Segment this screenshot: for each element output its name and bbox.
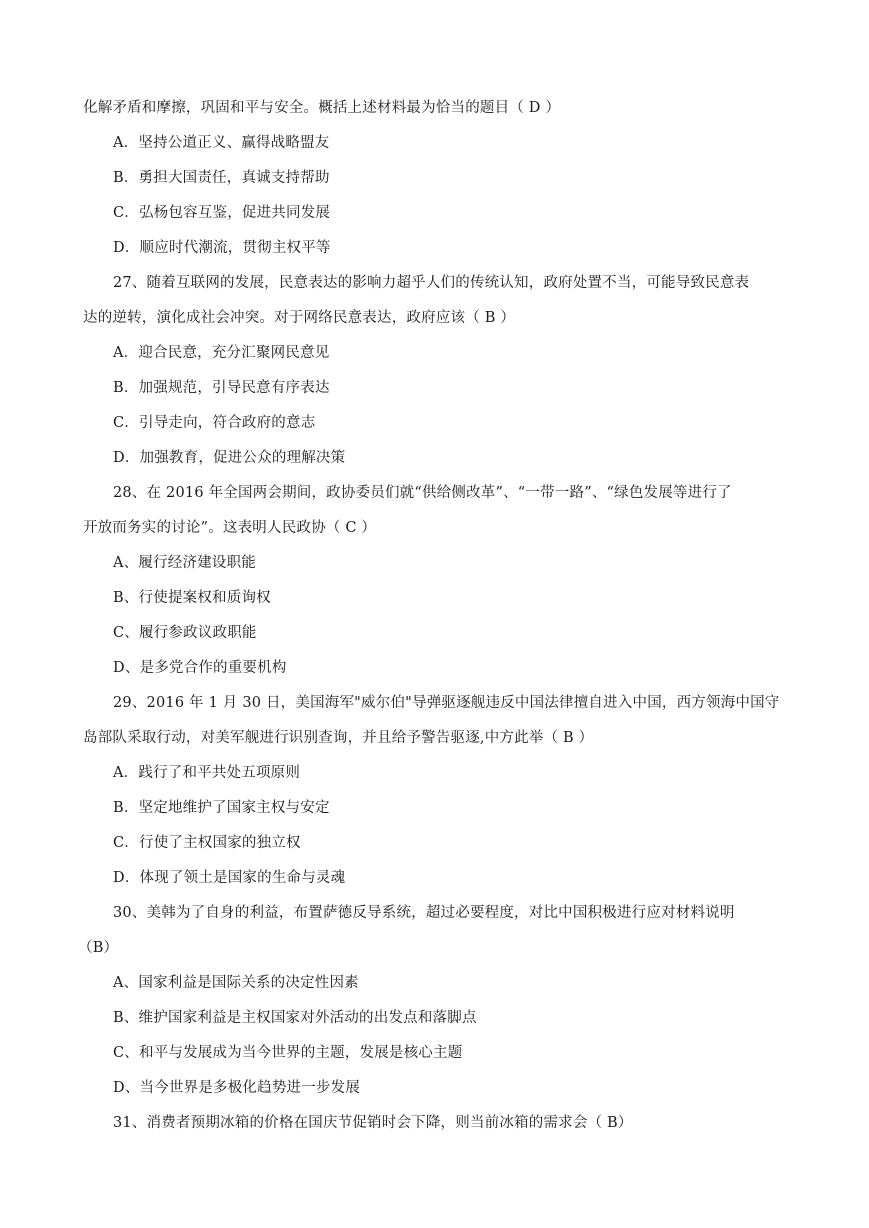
option-a: A、履行经济建设职能 <box>113 555 256 571</box>
option-a: A．践行了和平共处五项原则 <box>113 765 301 781</box>
option-b: B．坚定地维护了国家主权与安定 <box>113 800 330 816</box>
option-d: D．顺应时代潮流，贯彻主权平等 <box>113 240 331 256</box>
option-d: D、是多党合作的重要机构 <box>113 660 287 676</box>
option-d: D．体现了领土是国家的生命与灵魂 <box>113 870 346 886</box>
question-29: 29、2016 年 1 月 30 日，美国海军"威尔伯"导弹驱逐舰违反中国法律擅自进入中国，西方领海中国守 <box>113 695 780 711</box>
option-b: B．勇担大国责任，真诚支持帮助 <box>113 170 330 186</box>
question-28: 28、在 2016 年全国两会期间，政协委员们就“供给侧改革”、“一带一路”、“绿色发展等进行了 <box>113 485 732 501</box>
question-27: 27、随着互联网的发展，民意表达的影响力超乎人们的传统认知，政府处置不当，可能导致民意表 <box>113 275 750 291</box>
option-c: C．弘杨包容互鉴，促进共同发展 <box>113 205 331 221</box>
option-b: B、维护国家利益是主权国家对外活动的出发点和落脚点 <box>113 1010 477 1026</box>
question-27-cont: 达的逆转，演化成社会冲突。对于网络民意表达，政府应该（ B ） <box>83 310 516 326</box>
option-c: C．引导走向，符合政府的意志 <box>113 415 316 431</box>
question-29-cont: 岛部队采取行动，对美军舰进行识别查询，并且给予警告驱逐,中方此举（ B ） <box>83 730 594 746</box>
option-c: C、履行参政议政职能 <box>113 625 257 641</box>
option-c: C．行使了主权国家的独立权 <box>113 835 301 851</box>
option-b: B．加强规范，引导民意有序表达 <box>113 380 330 396</box>
option-b: B、行使提案权和质询权 <box>113 590 271 606</box>
question-28-cont: 开放而务实的讨论”。这表明人民政协（ C ） <box>83 520 377 536</box>
option-d: D．加强教育，促进公众的理解决策 <box>113 450 346 466</box>
question-30: 30、美韩为了自身的利益，布置萨德反导系统，超过必要程度，对比中国积极进行应对材料说明 <box>113 905 735 921</box>
question-31: 31、消费者预期冰箱的价格在国庆节促销时会下降，则当前冰箱的需求会（ B） <box>113 1115 633 1131</box>
option-d: D、当今世界是多极化趋势进一步发展 <box>113 1080 361 1096</box>
option-c: C、和平与发展成为当今世界的主题，发展是核心主题 <box>113 1045 463 1061</box>
text-line-continuation: 化解矛盾和摩擦，巩固和平与安全。概括上述材料最为恰当的题目（ D ） <box>83 100 561 116</box>
option-a: A．坚持公道正义、赢得战略盟友 <box>113 135 330 151</box>
question-30-answer: （B） <box>78 940 119 956</box>
option-a: A．迎合民意，充分汇聚网民意见 <box>113 345 330 361</box>
option-a: A、国家利益是国际关系的决定性因素 <box>113 975 359 991</box>
